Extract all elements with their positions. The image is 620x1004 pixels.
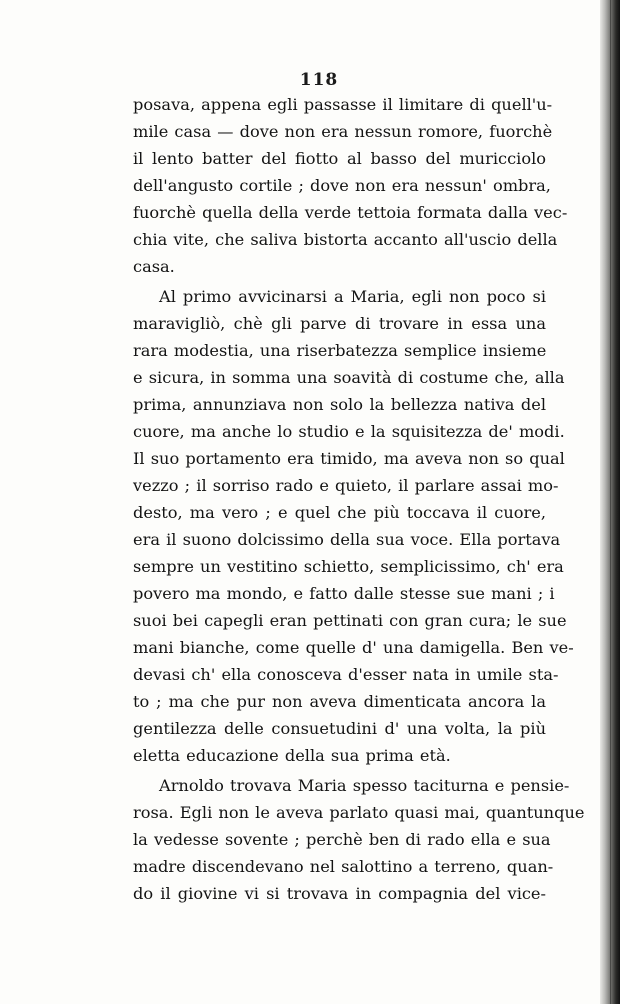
text-line: sempre un vestitino schietto, semplicissimo, ch' era [133, 557, 564, 576]
page-number: 118 [299, 70, 339, 90]
text-line: maravigliò, chè gli parve di trovare in essa una [133, 314, 546, 333]
text-line: Al primo avvicinarsi a Maria, egli non poco si [159, 287, 546, 306]
binding-edge-line [610, 0, 611, 1004]
text-line: Il suo portamento era timido, ma aveva non so qual [133, 449, 565, 468]
text-line: posava, appena egli passasse il limitare di quell'u- [133, 95, 553, 114]
text-line: do il giovine vi si trovava in compagnia del vice- [133, 884, 546, 903]
text-line: vezzo ; il sorriso rado e quieto, il parlare assai mo- [133, 476, 559, 495]
text-line: povero ma mondo, e fatto dalle stesse sue mani ; i [133, 584, 555, 603]
text-line: e sicura, in somma una soavità di costume che, alla [133, 368, 565, 387]
text-line: chia vite, che saliva bistorta accanto all'uscio della [133, 230, 558, 249]
body-text [133, 91, 585, 907]
text-line: Arnoldo trovava Maria spesso taciturna e pensie- [159, 776, 570, 795]
text-line: rara modestia, una riserbatezza semplice insieme [133, 341, 547, 360]
text-line: madre discendevano nel salottino a terreno, quan- [133, 857, 554, 876]
text-line: la vedesse sovente ; perchè ben di rado ella e sua [133, 830, 551, 849]
text-line: cuore, ma anche lo studio e la squisitezza de' modi. [133, 422, 565, 441]
text-line: fuorchè quella della verde tettoia formata dalla vec- [133, 203, 568, 222]
text-line: gentilezza delle consuetudini d' una volta, la più [133, 719, 546, 738]
text-line: to ; ma che pur non aveva dimenticata ancora la [133, 692, 546, 711]
text-line: desto, ma vero ; e quel che più toccava il cuore, [133, 503, 546, 522]
text-line: dell'angusto cortile ; dove non era nessun' ombra, [133, 176, 551, 195]
text-line: casa. [133, 257, 175, 276]
text-line: il lento batter del fiotto al basso del muricciolo [133, 149, 546, 168]
text-line: mile casa — dove non era nessun romore, fuorchè [133, 122, 553, 141]
text-line: suoi bei capegli eran pettinati con gran cura; le sue [133, 611, 567, 630]
text-line: prima, annunziava non solo la bellezza nativa del [133, 395, 546, 414]
text-line: devasi ch' ella conosceva d'esser nata in umile sta- [133, 665, 559, 684]
text-line: era il suono dolcissimo della sua voce. Ella portava [133, 530, 561, 549]
text-line: eletta educazione della sua prima età. [133, 746, 451, 765]
text-line: rosa. Egli non le aveva parlato quasi mai, quantunque [133, 803, 585, 822]
text-line: mani bianche, come quelle d' una damigella. Ben ve- [133, 638, 574, 657]
